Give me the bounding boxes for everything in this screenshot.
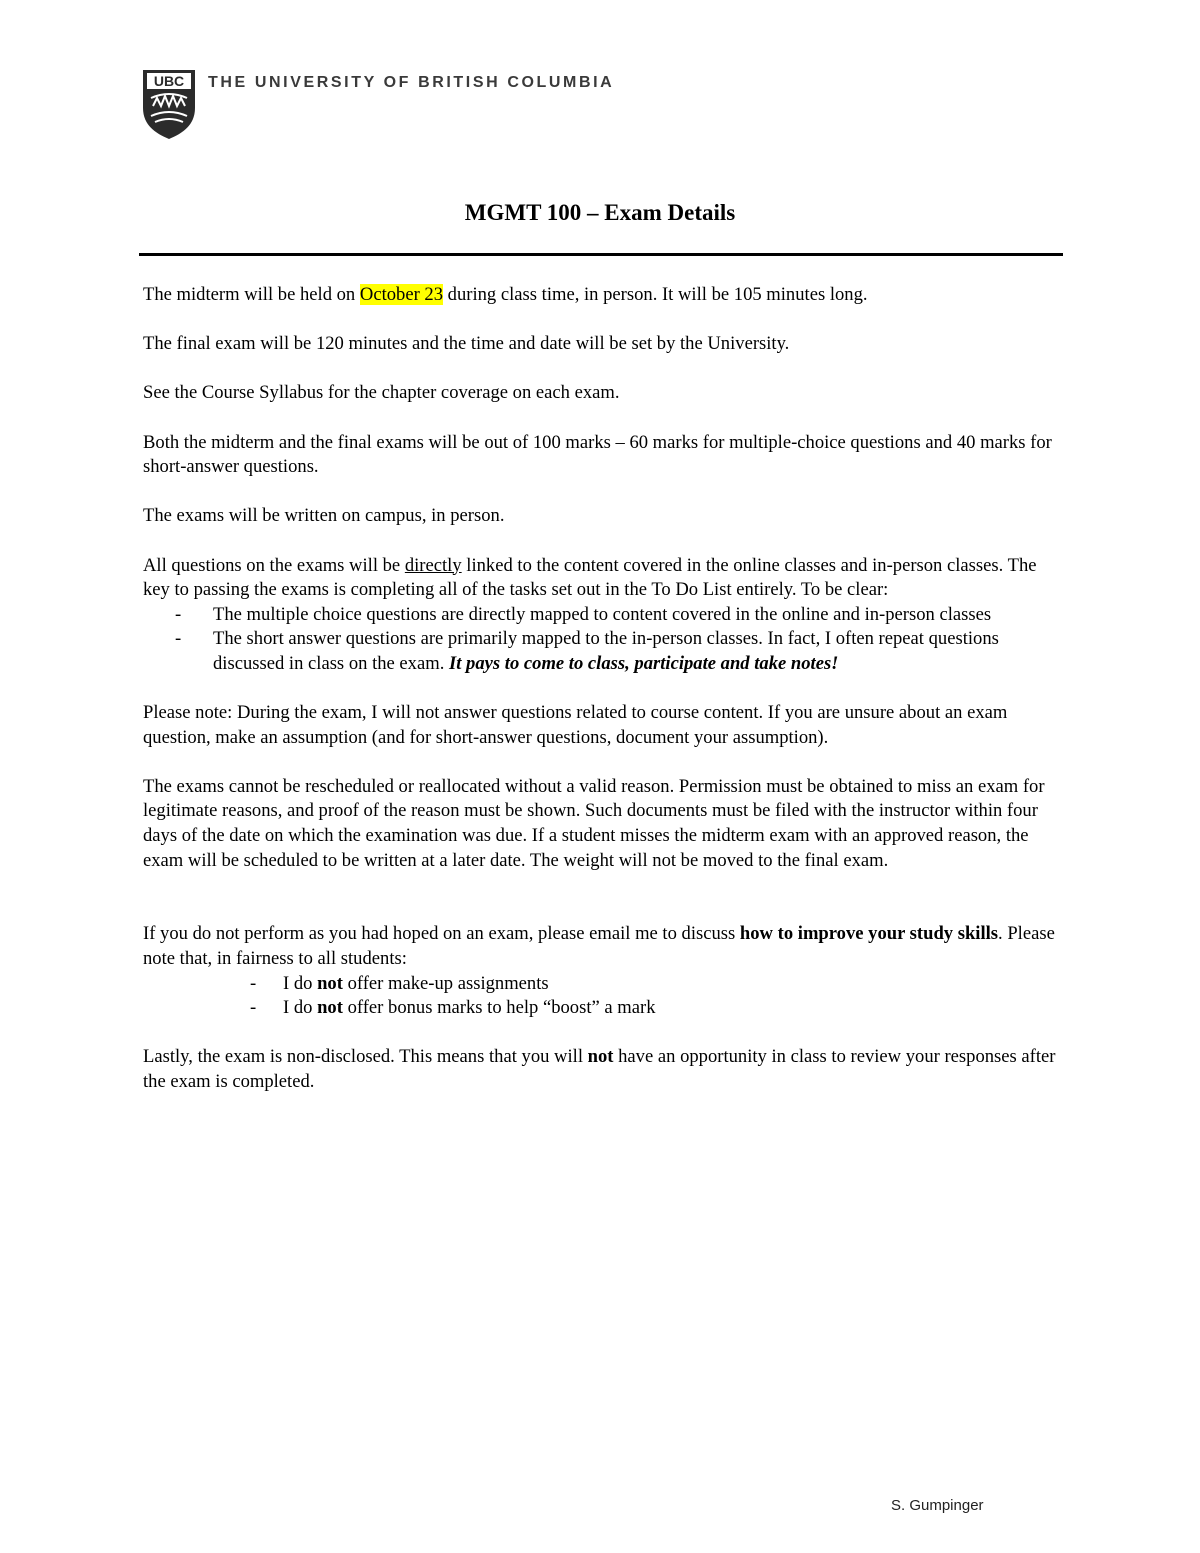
logo-text: UBC	[153, 73, 185, 89]
footer-author: S. Gumpinger	[891, 1497, 984, 1514]
letterhead	[141, 68, 614, 140]
midterm-paragraph: The midterm will be held on October 23 during class time, in person. It will be 105 minutes long.	[143, 284, 868, 305]
emphasis-text: It pays to come to class, participate and take notes!	[449, 652, 839, 674]
list-item: - I do not offer bonus marks to help “boost” a mark	[143, 996, 1063, 1021]
study-skills-bold: how to improve your study skills	[739, 923, 999, 945]
final-exam-paragraph: The final exam will be 120 minutes and the time and date will be set by the University.	[143, 333, 790, 355]
perform-bullet-list	[143, 972, 1063, 1021]
content-paragraph: All questions on the exams will be directly linked to the content covered in the online classes and in-person classes. The key to passing the exams is completing all of the tasks set out in the To Do List entirely. To be clear:	[143, 554, 1037, 601]
content-bullet-list	[143, 603, 1063, 677]
directly-underlined: directly	[404, 554, 462, 576]
list-item: - The multiple choice questions are directly mapped to content covered in the online and in-person classes	[143, 603, 1063, 628]
marks-paragraph: Both the midterm and the final exams will be out of 100 marks – 60 marks for multiple-choice questions and 40 marks for short-answer questions.	[143, 431, 1052, 478]
list-item: - The short answer questions are primarily mapped to the in-person classes. In fact, I often repeat questions discussed in class on the exam. It pays to come to class, participate and take notes!	[143, 627, 1063, 676]
title-divider	[139, 253, 1063, 256]
university-name: THE UNIVERSITY OF BRITISH COLUMBIA	[208, 74, 615, 91]
note-paragraph: Please note: During the exam, I will not answer questions related to course content. If you are unsure about an exam question, make an assumption (and for short-answer questions, document your assumption).	[143, 702, 1008, 748]
perform-paragraph: If you do not perform as you had hoped on an exam, please email me to discuss how to improve your study skills. Please note that, in fairness to all students:	[143, 923, 1055, 970]
list-item: - I do not offer make-up assignments	[143, 972, 1063, 997]
document-body	[143, 283, 1063, 1119]
syllabus-paragraph: See the Course Syllabus for the chapter coverage on each exam.	[143, 382, 620, 404]
campus-paragraph: The exams will be written on campus, in person.	[143, 505, 505, 527]
ubc-logo-icon	[141, 68, 197, 140]
lastly-paragraph: Lastly, the exam is non-disclosed. This means that you will not have an opportunity in class to review your responses after the exam is completed.	[143, 1046, 1056, 1092]
document-title: MGMT 100 – Exam Details	[464, 200, 736, 225]
reschedule-paragraph: The exams cannot be rescheduled or reallocated without a valid reason. Permission must be obtained to miss an exam for legitimate reasons, and proof of the reason must be shown. Such documents must be filed with the instructor within four days of the date on which the examination was due. If a student misses the midterm exam with an approved reason, the exam will be scheduled to be written at a later date. The weight will not be moved to the final exam.	[143, 775, 1045, 871]
midterm-date-highlight: October 23	[359, 284, 444, 305]
spacer	[143, 898, 1063, 923]
